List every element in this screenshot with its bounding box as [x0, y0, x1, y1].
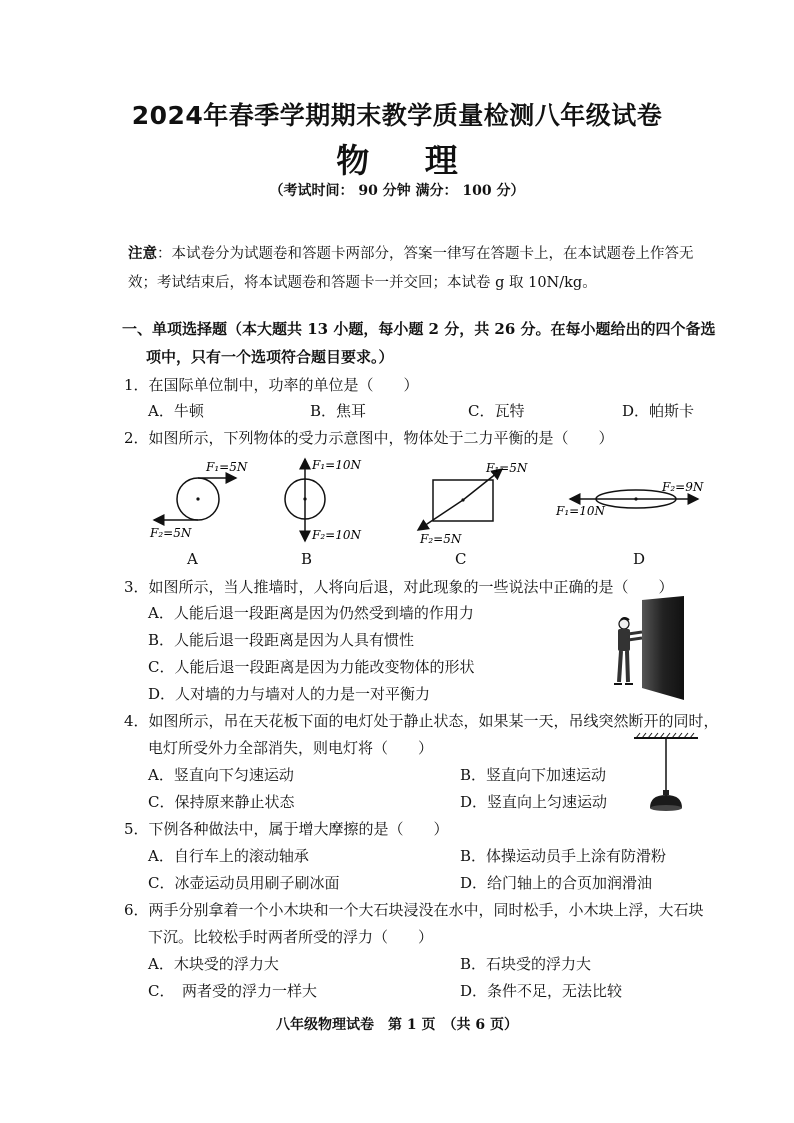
q2-force-diagrams [140, 455, 720, 550]
notice-text: ：本试卷分为试题卷和答题卡两部分，答案一律写在答题卡上，在本试题卷上作答无效；考试结束后，将本试题卷和答题卡一并交回；本试卷 g 取 10N/kg。 [128, 246, 694, 291]
q5-option-b: B．体操运动员手上涂有防滑粉 [460, 847, 667, 865]
q6-option-b: B．石块受的浮力大 [460, 955, 592, 973]
section-heading-line1: 一、单项选择题（本大题共 13 小题，每小题 2 分，共 26 分。在每小题给出的四个备选 [122, 320, 716, 338]
figure-d-ellipse-diagram [555, 480, 704, 518]
q6-stem-line1: 6．两手分别拿着一个小木块和一个大石块浸没在水中，同时松手，小木块上浮，大石块 [124, 901, 704, 919]
q3-option-d: D．人对墙的力与墙对人的力是一对平衡力 [148, 685, 431, 703]
q4-hanging-lamp-figure [632, 732, 700, 814]
notice-label: 注意 [128, 246, 157, 262]
section-heading-line2: 项中，只有一个选项符合题目要求。） [146, 348, 394, 366]
figure-b-label: B [301, 550, 313, 568]
q6-option-a: A．木块受的浮力大 [148, 955, 279, 973]
q3-person-pushing-wall-figure [608, 596, 688, 700]
figure-a-f1-label: F₁=5N [206, 460, 248, 474]
figure-c-f1-label: F₁=5N [486, 461, 528, 475]
q1-option-a: A．牛顿 [148, 402, 204, 420]
q2-stem: 2．如图所示，下列物体的受力示意图中，物体处于二力平衡的是（ ） [124, 429, 614, 447]
page-footer: 八年级物理试卷 第 1 页 （共 6 页） [276, 1017, 518, 1033]
figure-a-label: A [187, 550, 198, 568]
q6-option-c: C． 两者受的浮力一样大 [148, 982, 317, 1000]
exam-title: 2024年春季学期期末教学质量检测八年级试卷 [131, 101, 663, 130]
figure-c-rectangle-diagram [418, 461, 528, 546]
q4-option-a: A．竖直向下匀速运动 [148, 766, 294, 784]
q3-stem: 3．如图所示，当人推墙时，人将向后退，对此现象的一些说法中正确的是（ ） [124, 578, 674, 596]
figure-a-f2-label: F₂=5N [150, 526, 192, 540]
q4-option-d: D．竖直向上匀速运动 [460, 793, 608, 811]
q6-stem-line2: 下沉。比较松手时两者所受的浮力（ ） [148, 928, 434, 946]
exam-time-info: （考试时间： 90 分钟 满分： 100 分） [269, 183, 525, 199]
figure-b-circle-diagram [285, 458, 361, 542]
q1-option-b: B．焦耳 [310, 402, 367, 420]
q6-option-d: D．条件不足，无法比较 [460, 982, 623, 1000]
q5-option-c: C．冰壶运动员用刷子刷冰面 [148, 874, 340, 892]
q1-option-c: C．瓦特 [468, 402, 525, 420]
figure-c-f2-label: F₂=5N [420, 532, 462, 546]
figure-d-f2-label: F₂=9N [662, 480, 704, 494]
q4-option-b: B．竖直向下加速运动 [460, 766, 607, 784]
q5-option-d: D．给门轴上的合页加润滑油 [460, 874, 653, 892]
figure-b-f1-label: F₁=10N [312, 458, 361, 472]
q5-option-a: A．自行车上的滚动轴承 [148, 847, 309, 865]
notice [128, 240, 722, 298]
q3-option-a: A．人能后退一段距离是因为仍然受到墙的作用力 [148, 604, 474, 622]
q4-stem-line1: 4．如图所示，吊在天花板下面的电灯处于静止状态，如果某一天，吊线突然断开的同时， [124, 712, 719, 730]
q4-option-c: C．保持原来静止状态 [148, 793, 295, 811]
q1-stem: 1．在国际单位制中，功率的单位是（ ） [124, 376, 419, 394]
figure-d-f1-label: F₁=10N [556, 504, 605, 518]
figure-a-circle-diagram [149, 460, 248, 540]
q3-option-b: B．人能后退一段距离是因为人具有惯性 [148, 631, 415, 649]
figure-c-label: C [455, 550, 467, 568]
figure-d-label: D [633, 550, 646, 568]
q3-option-c: C．人能后退一段距离是因为力能改变物体的形状 [148, 658, 475, 676]
q5-stem: 5．下例各种做法中，属于增大摩擦的是（ ） [124, 820, 449, 838]
figure-b-f2-label: F₂=10N [312, 528, 361, 542]
q4-stem-line2: 电灯所受外力全部消失，则电灯将（ ） [148, 739, 434, 757]
exam-subject: 物 理 [336, 141, 480, 180]
q1-option-d: D．帕斯卡 [622, 402, 695, 420]
